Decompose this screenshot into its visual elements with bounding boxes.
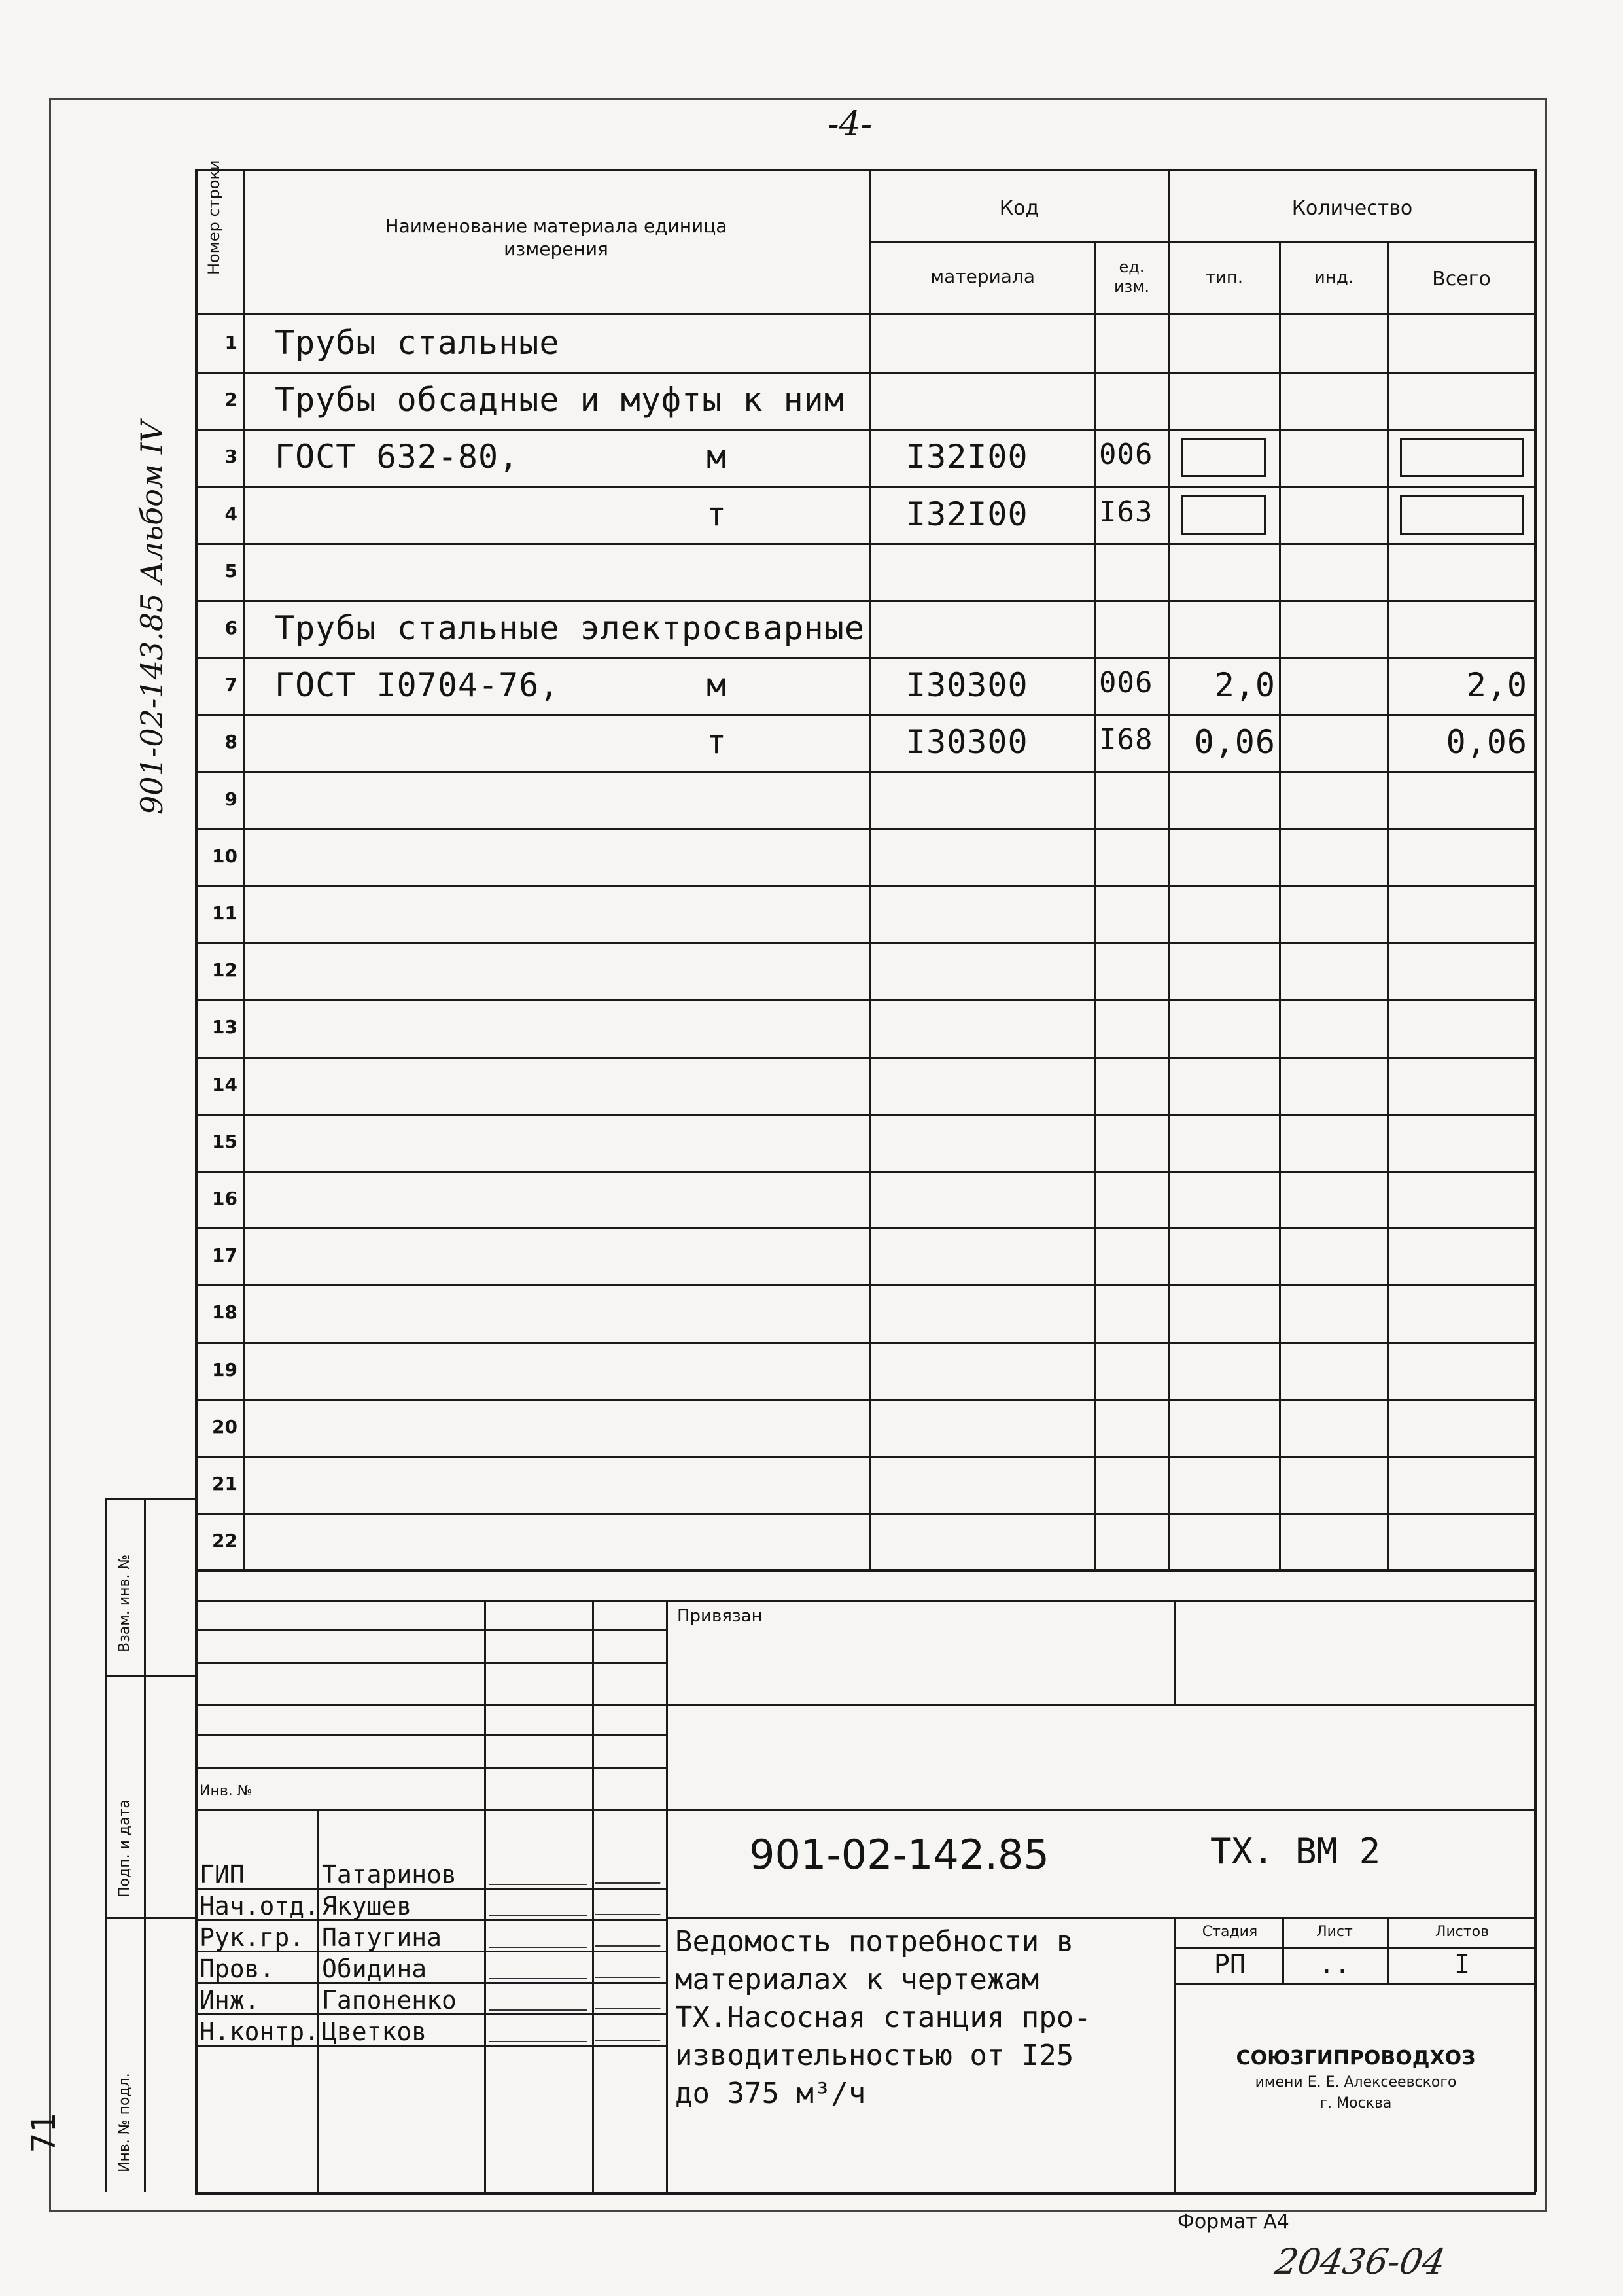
row-number: 16 <box>212 1188 237 1209</box>
staff-name: Обидина <box>322 1954 427 1983</box>
date-mark <box>595 1957 664 1978</box>
date-mark <box>595 1926 664 1947</box>
staff-name: Патугина <box>322 1923 442 1952</box>
row-number: 21 <box>212 1473 237 1494</box>
row-name: Трубы стальные электросварные <box>275 609 865 647</box>
row-unit-code: 006 <box>1099 666 1153 699</box>
signature-mark <box>489 1987 591 2011</box>
header-qty-total: Всего <box>1432 268 1491 291</box>
header-qty-typ: тип. <box>1205 268 1244 287</box>
sheet-side-number: 71 <box>25 2113 63 2153</box>
row-qty-typ: 0,06 <box>1194 723 1276 761</box>
row-number: 14 <box>212 1074 237 1095</box>
sheets-label: Листов <box>1435 1924 1490 1940</box>
row-number: 13 <box>212 1016 237 1038</box>
header-qty-ind: инд. <box>1314 268 1354 287</box>
staff-role: Нач.отд. <box>200 1892 320 1920</box>
row-unit: т <box>707 495 727 533</box>
header-code: Код <box>999 197 1039 220</box>
date-mark <box>595 1894 664 1915</box>
row-number: 17 <box>212 1245 237 1266</box>
row-name: Трубы обсадные и муфты к ним <box>275 381 845 419</box>
date-mark <box>595 2020 664 2041</box>
row-number: 20 <box>212 1416 237 1438</box>
date-mark <box>595 1863 664 1884</box>
row-unit: м <box>707 666 727 704</box>
staff-name: Якушев <box>322 1892 412 1920</box>
row-qty-total: 2,0 <box>1466 666 1527 704</box>
row-unit-code: I68 <box>1099 723 1153 756</box>
stage-label: Стадия <box>1202 1924 1258 1940</box>
staff-name: Татаринов <box>322 1860 457 1889</box>
document-title-line: до 375 м³/ч <box>675 2077 866 2110</box>
row-name: ГОСТ I0704-76, <box>275 666 560 704</box>
row-number: 3 <box>224 446 237 467</box>
sheet-label: Лист <box>1316 1924 1353 1940</box>
org-name: СОЮЗГИПРОВОДХОЗ <box>1236 2047 1476 2070</box>
header-code-material: материала <box>930 266 1035 287</box>
strip-podp: Подп. и дата <box>116 1799 133 1898</box>
signature-mark <box>489 1956 591 1979</box>
row-number: 10 <box>212 845 237 867</box>
row-qty-typ: 2,0 <box>1214 666 1276 704</box>
signature-mark <box>489 1862 591 1885</box>
staff-role: Н.контр. <box>200 2017 320 2046</box>
row-material-code: I30300 <box>906 666 1028 704</box>
document-code: 901-02-142.85 <box>749 1831 1049 1879</box>
quantity-blank-box <box>1400 495 1524 535</box>
document-title-line: ТХ.Насосная станция про- <box>675 2001 1091 2034</box>
row-number: 6 <box>224 617 237 639</box>
row-number: 5 <box>224 560 237 582</box>
signature-mark <box>489 1893 591 1916</box>
row-number: 22 <box>212 1530 237 1551</box>
row-unit: т <box>707 723 727 761</box>
strip-vzam: Взам. инв. № <box>116 1554 133 1652</box>
sheet-value: .. <box>1318 1950 1351 1980</box>
row-material-code: I32I00 <box>906 438 1028 476</box>
row-number: 4 <box>224 503 237 525</box>
row-number: 2 <box>224 389 237 410</box>
row-number: 15 <box>212 1131 237 1152</box>
row-number: 9 <box>224 788 237 810</box>
signature-mark <box>489 2019 591 2042</box>
row-number: 8 <box>224 731 237 752</box>
row-material-code: I30300 <box>906 723 1028 761</box>
staff-name: Цветков <box>322 2017 427 2046</box>
document-mark: ТХ. ВМ 2 <box>1210 1831 1381 1872</box>
row-number: 19 <box>212 1359 237 1381</box>
header-row-number: Номер строки <box>205 160 223 275</box>
row-material-code: I32I00 <box>906 495 1028 533</box>
inv-no-label: Инв. № <box>200 1783 253 1799</box>
staff-role: Инж. <box>200 1986 260 2015</box>
row-unit-code: I63 <box>1099 495 1153 529</box>
document-title-line: материалах к чертежам <box>675 1963 1039 1996</box>
header-name: Наименование материала единица измерения <box>385 215 727 260</box>
document-title-line: Ведомость потребности в <box>675 1925 1074 1958</box>
row-number: 12 <box>212 959 237 981</box>
staff-role: Пров. <box>200 1954 275 1983</box>
org-line3: г. Москва <box>1319 2095 1392 2111</box>
format-label: Формат А4 <box>1178 2210 1289 2233</box>
row-number: 7 <box>224 674 237 696</box>
row-name: Трубы стальные <box>275 324 560 362</box>
quantity-blank-box <box>1400 438 1524 477</box>
staff-role: ГИП <box>200 1860 245 1889</box>
header-code-unit: ед. изм. <box>1113 258 1150 296</box>
privyazan-label: Привязан <box>677 1606 763 1626</box>
staff-role: Рук.гр. <box>200 1923 305 1952</box>
page-number: -4- <box>828 105 873 144</box>
date-mark <box>595 1988 664 2009</box>
stage-value: РП <box>1213 1950 1246 1980</box>
staff-name: Гапоненко <box>322 1986 457 2015</box>
quantity-blank-box <box>1181 495 1266 535</box>
document-title-line: изводительностью от I25 <box>675 2039 1074 2072</box>
row-number: 18 <box>212 1301 237 1323</box>
org-line2: имени Е. Е. Алексеевского <box>1255 2074 1457 2091</box>
header-quantity: Количество <box>1291 197 1413 220</box>
row-name: ГОСТ 632-80, <box>275 438 519 476</box>
album-label: 901-02-143.85 Альбом IV <box>134 420 169 815</box>
row-qty-total: 0,06 <box>1446 723 1527 761</box>
quantity-blank-box <box>1181 438 1266 477</box>
signature-mark <box>489 1924 591 1948</box>
row-unit-code: 006 <box>1099 438 1153 471</box>
archive-number: 20436-04 <box>1272 2241 1449 2282</box>
sheets-value: I <box>1454 1950 1471 1980</box>
row-number: 1 <box>224 332 237 353</box>
row-unit: м <box>707 438 727 476</box>
strip-inv-podl: Инв. № подл. <box>116 2073 133 2172</box>
row-number: 11 <box>212 902 237 924</box>
